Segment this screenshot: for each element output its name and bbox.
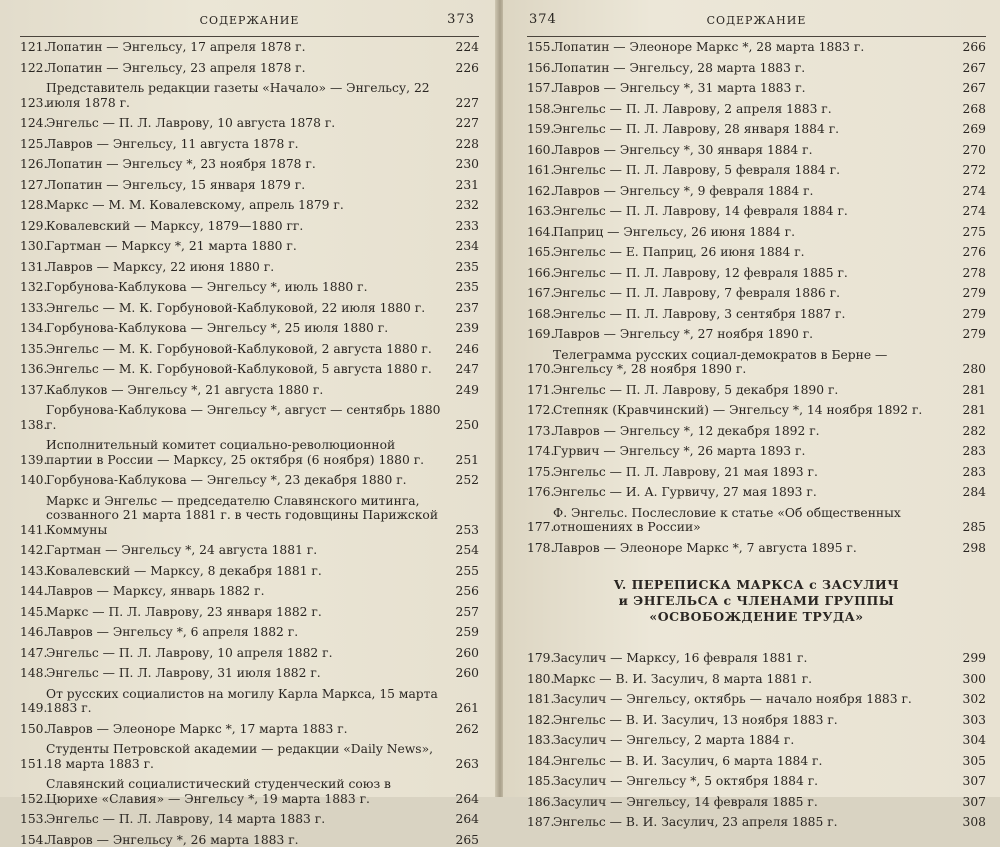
entry-page: 303 <box>956 713 986 728</box>
entry-title: Маркс — В. И. Засулич, 8 марта 1881 г. <box>553 672 956 687</box>
entry-number: 123. <box>20 96 46 111</box>
toc-entry <box>20 116 479 131</box>
entry-number: 170. <box>527 362 553 377</box>
entry-number: 130. <box>20 239 46 254</box>
toc-entry <box>20 219 479 234</box>
toc-entry <box>527 266 986 281</box>
entry-title: Лопатин — Энгельсу *, 23 ноября 1878 г. <box>46 157 449 172</box>
entry-page: 302 <box>956 692 986 707</box>
header-title: СОДЕРЖАНИЕ <box>527 14 986 27</box>
entry-page: 231 <box>449 178 479 193</box>
entry-title: Лопатин — Энгельсу, 17 апреля 1878 г. <box>46 40 449 55</box>
entry-number: 134. <box>20 321 46 336</box>
toc-entry <box>527 403 986 418</box>
entry-number: 127. <box>20 178 46 193</box>
toc-entry <box>20 260 479 275</box>
entry-page: 267 <box>956 61 986 76</box>
entry-number: 175. <box>527 465 553 480</box>
header-rule <box>20 36 479 37</box>
toc-entry <box>20 280 479 295</box>
toc-entry <box>20 438 479 467</box>
toc-entry <box>527 651 986 666</box>
entry-number: 125. <box>20 137 46 152</box>
entry-page: 227 <box>449 96 479 111</box>
entry-number: 155. <box>527 40 553 55</box>
entry-title: Лавров — Энгельсу *, 26 марта 1883 г. <box>46 833 449 847</box>
toc-entry <box>20 625 479 640</box>
toc-entry <box>527 61 986 76</box>
entry-page: 263 <box>449 757 479 772</box>
toc-entry <box>527 245 986 260</box>
entry-page: 256 <box>449 584 479 599</box>
entry-number: 161. <box>527 163 553 178</box>
toc-entry <box>20 383 479 398</box>
entry-title: Горбунова-Каблукова — Энгельсу *, 23 декабря 1880 г. <box>46 473 449 488</box>
entry-number: 154. <box>20 833 46 847</box>
toc-entry <box>20 543 479 558</box>
page-number: 373 <box>447 12 475 27</box>
entry-number: 135. <box>20 342 46 357</box>
entry-page: 235 <box>449 280 479 295</box>
entry-number: 150. <box>20 722 46 737</box>
entry-page: 260 <box>449 666 479 681</box>
entry-page: 262 <box>449 722 479 737</box>
entry-page: 232 <box>449 198 479 213</box>
right-page <box>503 0 1000 797</box>
left-page <box>0 0 497 797</box>
entry-title: Энгельс — П. Л. Лаврову, 7 февраля 1886 г. <box>553 286 956 301</box>
toc-entry <box>527 672 986 687</box>
toc-entry <box>527 81 986 96</box>
entry-number: 185. <box>527 774 553 789</box>
entry-page: 279 <box>956 307 986 322</box>
entry-number: 124. <box>20 116 46 131</box>
toc-entry <box>20 687 479 716</box>
toc-entry <box>527 465 986 480</box>
entry-number: 166. <box>527 266 553 281</box>
entry-title: Лавров — Энгельсу *, 6 апреля 1882 г. <box>46 625 449 640</box>
entry-page: 272 <box>956 163 986 178</box>
header-rule <box>527 36 986 37</box>
entry-title: Энгельс — П. Л. Лаврову, 12 февраля 1885 г. <box>553 266 956 281</box>
entry-title: Каблуков — Энгельсу *, 21 августа 1880 г. <box>46 383 449 398</box>
entry-title: От русских социалистов на могилу Карла Маркса, 15 марта 1883 г. <box>46 687 449 716</box>
entry-title: Лавров — Элеоноре Маркс *, 7 августа 1895 г. <box>553 541 956 556</box>
entry-number: 179. <box>527 651 553 666</box>
entry-number: 163. <box>527 204 553 219</box>
entry-title: Маркс — П. Л. Лаврову, 23 января 1882 г. <box>46 605 449 620</box>
entry-number: 143. <box>20 564 46 579</box>
entry-title: Энгельс — И. А. Гурвичу, 27 мая 1893 г. <box>553 485 956 500</box>
entry-title: Засулич — Энгельсу *, 5 октября 1884 г. <box>553 774 956 789</box>
entry-title: Энгельс — П. Л. Лаврову, 10 августа 1878 г. <box>46 116 449 131</box>
toc-list <box>527 40 986 555</box>
entry-title: Горбунова-Каблукова — Энгельсу *, август — сентябрь 1880 г. <box>46 403 449 432</box>
entry-title: Лавров — Энгельсу *, 30 января 1884 г. <box>553 143 956 158</box>
entry-number: 129. <box>20 219 46 234</box>
toc-entry <box>527 204 986 219</box>
toc-entry <box>20 646 479 661</box>
entry-page: 300 <box>956 672 986 687</box>
entry-title: Энгельс — П. Л. Лаврову, 31 июля 1882 г. <box>46 666 449 681</box>
entry-page: 285 <box>956 520 986 535</box>
entry-title: Телеграмма русских социал-демократов в Берне — Энгельсу *, 28 ноября 1890 г. <box>553 348 956 377</box>
entry-title: Энгельс — П. Л. Лаврову, 5 декабря 1890 г. <box>553 383 956 398</box>
entry-page: 264 <box>449 792 479 807</box>
entry-number: 149. <box>20 701 46 716</box>
entry-number: 184. <box>527 754 553 769</box>
entry-title: Паприц — Энгельсу, 26 июня 1884 г. <box>553 225 956 240</box>
toc-entry <box>20 362 479 377</box>
entry-title: Энгельс — П. Л. Лаврову, 21 мая 1893 г. <box>553 465 956 480</box>
entry-number: 164. <box>527 225 553 240</box>
entry-number: 162. <box>527 184 553 199</box>
entry-page: 304 <box>956 733 986 748</box>
section-heading-line: V. ПЕРЕПИСКА МАРКСА с ЗАСУЛИЧ <box>527 577 986 593</box>
entry-title: Энгельс — М. К. Горбуновой-Каблуковой, 2 августа 1880 г. <box>46 342 449 357</box>
entry-number: 171. <box>527 383 553 398</box>
entry-page: 283 <box>956 444 986 459</box>
entry-title: Лавров — Энгельсу *, 27 ноября 1890 г. <box>553 327 956 342</box>
entry-title: Энгельс — П. Л. Лаврову, 5 февраля 1884 г. <box>553 163 956 178</box>
toc-entry <box>20 605 479 620</box>
entry-number: 126. <box>20 157 46 172</box>
entry-number: 144. <box>20 584 46 599</box>
entry-title: Лавров — Энгельсу *, 9 февраля 1884 г. <box>553 184 956 199</box>
entry-title: Энгельс — М. К. Горбуновой-Каблуковой, 22 июля 1880 г. <box>46 301 449 316</box>
toc-entry <box>20 777 479 806</box>
toc-list <box>527 651 986 830</box>
entry-page: 307 <box>956 774 986 789</box>
entry-number: 172. <box>527 403 553 418</box>
entry-number: 145. <box>20 605 46 620</box>
entry-number: 183. <box>527 733 553 748</box>
entry-title: Ковалевский — Марксу, 8 декабря 1881 г. <box>46 564 449 579</box>
entry-number: 147. <box>20 646 46 661</box>
toc-entry <box>527 733 986 748</box>
entry-page: 270 <box>956 143 986 158</box>
entry-page: 280 <box>956 362 986 377</box>
entry-title: Ф. Энгельс. Послесловие к статье «Об общественных отношениях в России» <box>553 506 956 535</box>
toc-entry <box>527 327 986 342</box>
toc-entry <box>20 666 479 681</box>
entry-page: 228 <box>449 137 479 152</box>
entry-number: 174. <box>527 444 553 459</box>
entry-title: Лавров — Энгельсу *, 12 декабря 1892 г. <box>553 424 956 439</box>
toc-entry <box>20 494 479 538</box>
entry-number: 133. <box>20 301 46 316</box>
toc-entry <box>20 584 479 599</box>
entry-page: 266 <box>956 40 986 55</box>
toc-entry <box>20 833 479 847</box>
entry-number: 177. <box>527 520 553 535</box>
entry-title: Лавров — Элеоноре Маркс *, 17 марта 1883 г. <box>46 722 449 737</box>
toc-entry <box>527 225 986 240</box>
entry-page: 276 <box>956 245 986 260</box>
entry-page: 224 <box>449 40 479 55</box>
entry-title: Маркс и Энгельс — председателю Славянского митинга, созванного 21 марта 1881 г. в честь годовщины Парижской Коммуны <box>46 494 449 538</box>
entry-number: 153. <box>20 812 46 827</box>
entry-number: 121. <box>20 40 46 55</box>
entry-number: 176. <box>527 485 553 500</box>
entry-number: 138. <box>20 418 46 433</box>
entry-page: 257 <box>449 605 479 620</box>
entry-page: 278 <box>956 266 986 281</box>
entry-page: 247 <box>449 362 479 377</box>
entry-page: 279 <box>956 327 986 342</box>
entry-title: Степняк (Кравчинский) — Энгельсу *, 14 ноября 1892 г. <box>553 403 956 418</box>
entry-number: 173. <box>527 424 553 439</box>
toc-entry <box>20 321 479 336</box>
entry-page: 275 <box>956 225 986 240</box>
entry-number: 187. <box>527 815 553 830</box>
toc-entry <box>527 485 986 500</box>
toc-entry <box>527 754 986 769</box>
section-heading-line: «ОСВОБОЖДЕНИЕ ТРУДА» <box>527 609 986 625</box>
entry-page: 298 <box>956 541 986 556</box>
toc-entry <box>527 122 986 137</box>
header-title: СОДЕРЖАНИЕ <box>20 14 479 27</box>
entry-number: 140. <box>20 473 46 488</box>
toc-entry <box>20 742 479 771</box>
entry-number: 151. <box>20 757 46 772</box>
entry-page: 305 <box>956 754 986 769</box>
entry-title: Маркс — М. М. Ковалевскому, апрель 1879 г. <box>46 198 449 213</box>
toc-entry <box>527 506 986 535</box>
entry-page: 282 <box>956 424 986 439</box>
entry-title: Лавров — Энгельсу, 11 августа 1878 г. <box>46 137 449 152</box>
entry-number: 178. <box>527 541 553 556</box>
entry-title: Лопатин — Элеоноре Маркс *, 28 марта 1883 г. <box>553 40 956 55</box>
entry-number: 169. <box>527 327 553 342</box>
entry-title: Гурвич — Энгельсу *, 26 марта 1893 г. <box>553 444 956 459</box>
entry-page: 253 <box>449 523 479 538</box>
toc-entry <box>527 444 986 459</box>
toc-entry <box>20 157 479 172</box>
entry-page: 249 <box>449 383 479 398</box>
entry-number: 152. <box>20 792 46 807</box>
entry-number: 148. <box>20 666 46 681</box>
entry-number: 159. <box>527 122 553 137</box>
toc-entry <box>20 198 479 213</box>
entry-number: 122. <box>20 61 46 76</box>
section-heading <box>527 577 986 625</box>
entry-page: 251 <box>449 453 479 468</box>
entry-title: Горбунова-Каблукова — Энгельсу *, 25 июля 1880 г. <box>46 321 449 336</box>
entry-title: Исполнительный комитет социально-революционной партии в России — Марксу, 25 октября (6 ноября) 1880 г. <box>46 438 449 467</box>
entry-number: 182. <box>527 713 553 728</box>
entry-number: 157. <box>527 81 553 96</box>
entry-page: 268 <box>956 102 986 117</box>
entry-title: Засулич — Энгельсу, 14 февраля 1885 г. <box>553 795 956 810</box>
toc-entry <box>20 342 479 357</box>
running-head <box>20 10 479 36</box>
entry-page: 261 <box>449 701 479 716</box>
entry-title: Лавров — Энгельсу *, 31 марта 1883 г. <box>553 81 956 96</box>
entry-page: 234 <box>449 239 479 254</box>
entry-title: Энгельс — В. И. Засулич, 6 марта 1884 г. <box>553 754 956 769</box>
entry-number: 142. <box>20 543 46 558</box>
entry-page: 230 <box>449 157 479 172</box>
toc-entry <box>527 286 986 301</box>
entry-page: 265 <box>449 833 479 847</box>
entry-title: Гартман — Энгельсу *, 24 августа 1881 г. <box>46 543 449 558</box>
entry-title: Лавров — Марксу, 22 июня 1880 г. <box>46 260 449 275</box>
entry-title: Засулич — Энгельсу, 2 марта 1884 г. <box>553 733 956 748</box>
entry-page: 307 <box>956 795 986 810</box>
entry-page: 255 <box>449 564 479 579</box>
toc-entry <box>527 541 986 556</box>
entry-title: Лавров — Марксу, январь 1882 г. <box>46 584 449 599</box>
toc-list <box>20 40 479 847</box>
entry-title: Лопатин — Энгельсу, 28 марта 1883 г. <box>553 61 956 76</box>
toc-entry <box>527 143 986 158</box>
running-head <box>527 10 986 36</box>
toc-entry <box>20 239 479 254</box>
entry-number: 146. <box>20 625 46 640</box>
entry-page: 264 <box>449 812 479 827</box>
entry-page: 259 <box>449 625 479 640</box>
entry-number: 186. <box>527 795 553 810</box>
toc-entry <box>527 184 986 199</box>
section-heading-line: и ЭНГЕЛЬСА с ЧЛЕНАМИ ГРУППЫ <box>527 593 986 609</box>
entry-title: Горбунова-Каблукова — Энгельсу *, июль 1880 г. <box>46 280 449 295</box>
entry-page: 274 <box>956 184 986 199</box>
toc-entry <box>527 383 986 398</box>
entry-number: 167. <box>527 286 553 301</box>
entry-page: 252 <box>449 473 479 488</box>
entry-page: 226 <box>449 61 479 76</box>
entry-number: 141. <box>20 523 46 538</box>
entry-page: 254 <box>449 543 479 558</box>
entry-number: 180. <box>527 672 553 687</box>
entry-title: Гартман — Марксу *, 21 марта 1880 г. <box>46 239 449 254</box>
entry-title: Засулич — Энгельсу, октябрь — начало ноября 1883 г. <box>553 692 956 707</box>
entry-number: 156. <box>527 61 553 76</box>
entry-title: Энгельс — П. Л. Лаврову, 28 января 1884 г. <box>553 122 956 137</box>
entry-title: Ковалевский — Марксу, 1879—1880 гг. <box>46 219 449 234</box>
toc-entry <box>527 692 986 707</box>
entry-title: Энгельс — П. Л. Лаврову, 14 февраля 1884 г. <box>553 204 956 219</box>
entry-title: Энгельс — М. К. Горбуновой-Каблуковой, 5 августа 1880 г. <box>46 362 449 377</box>
entry-title: Лопатин — Энгельсу, 23 апреля 1878 г. <box>46 61 449 76</box>
toc-entry <box>527 774 986 789</box>
entry-number: 181. <box>527 692 553 707</box>
toc-entry <box>20 722 479 737</box>
entry-page: 283 <box>956 465 986 480</box>
entry-page: 267 <box>956 81 986 96</box>
toc-entry <box>20 137 479 152</box>
entry-page: 308 <box>956 815 986 830</box>
entry-title: Энгельс — П. Л. Лаврову, 2 апреля 1883 г. <box>553 102 956 117</box>
entry-title: Энгельс — В. И. Засулич, 23 апреля 1885 г. <box>553 815 956 830</box>
toc-entry <box>527 815 986 830</box>
entry-title: Энгельс — В. И. Засулич, 13 ноября 1883 г. <box>553 713 956 728</box>
entry-number: 158. <box>527 102 553 117</box>
toc-entry <box>527 102 986 117</box>
entry-title: Славянский социалистический студенческий союз в Цюрихе «Славия» — Энгельсу *, 19 марта 1883 г. <box>46 777 449 806</box>
entry-title: Энгельс — П. Л. Лаврову, 3 сентября 1887 г. <box>553 307 956 322</box>
entry-title: Энгельс — Е. Паприц, 26 июня 1884 г. <box>553 245 956 260</box>
toc-entry <box>527 424 986 439</box>
entry-page: 246 <box>449 342 479 357</box>
entry-number: 137. <box>20 383 46 398</box>
entry-title: Энгельс — П. Л. Лаврову, 14 марта 1883 г. <box>46 812 449 827</box>
toc-entry <box>20 812 479 827</box>
toc-entry <box>527 713 986 728</box>
page-number: 374 <box>529 12 557 27</box>
entry-page: 227 <box>449 116 479 131</box>
entry-number: 136. <box>20 362 46 377</box>
entry-number: 165. <box>527 245 553 260</box>
toc-entry <box>20 473 479 488</box>
entry-page: 260 <box>449 646 479 661</box>
entry-page: 281 <box>956 383 986 398</box>
entry-page: 239 <box>449 321 479 336</box>
toc-entry <box>20 403 479 432</box>
entry-number: 132. <box>20 280 46 295</box>
entry-title: Представитель редакции газеты «Начало» — Энгельсу, 22 июля 1878 г. <box>46 81 449 110</box>
entry-page: 274 <box>956 204 986 219</box>
entry-number: 128. <box>20 198 46 213</box>
toc-entry <box>527 307 986 322</box>
entry-page: 281 <box>956 403 986 418</box>
entry-page: 237 <box>449 301 479 316</box>
entry-number: 160. <box>527 143 553 158</box>
entry-page: 284 <box>956 485 986 500</box>
entry-page: 235 <box>449 260 479 275</box>
toc-entry <box>20 178 479 193</box>
entry-page: 299 <box>956 651 986 666</box>
toc-entry <box>20 61 479 76</box>
entry-title: Лопатин — Энгельсу, 15 января 1879 г. <box>46 178 449 193</box>
toc-entry <box>20 40 479 55</box>
entry-number: 168. <box>527 307 553 322</box>
toc-entry <box>527 163 986 178</box>
toc-entry <box>527 348 986 377</box>
entry-number: 139. <box>20 453 46 468</box>
entry-title: Студенты Петровской академии — редакции «Daily News», 18 марта 1883 г. <box>46 742 449 771</box>
entry-number: 131. <box>20 260 46 275</box>
entry-page: 279 <box>956 286 986 301</box>
entry-page: 250 <box>449 418 479 433</box>
toc-entry <box>20 301 479 316</box>
toc-entry <box>20 564 479 579</box>
entry-title: Энгельс — П. Л. Лаврову, 10 апреля 1882 г. <box>46 646 449 661</box>
entry-title: Засулич — Марксу, 16 февраля 1881 г. <box>553 651 956 666</box>
toc-entry <box>527 40 986 55</box>
entry-page: 269 <box>956 122 986 137</box>
toc-entry <box>20 81 479 110</box>
entry-page: 233 <box>449 219 479 234</box>
